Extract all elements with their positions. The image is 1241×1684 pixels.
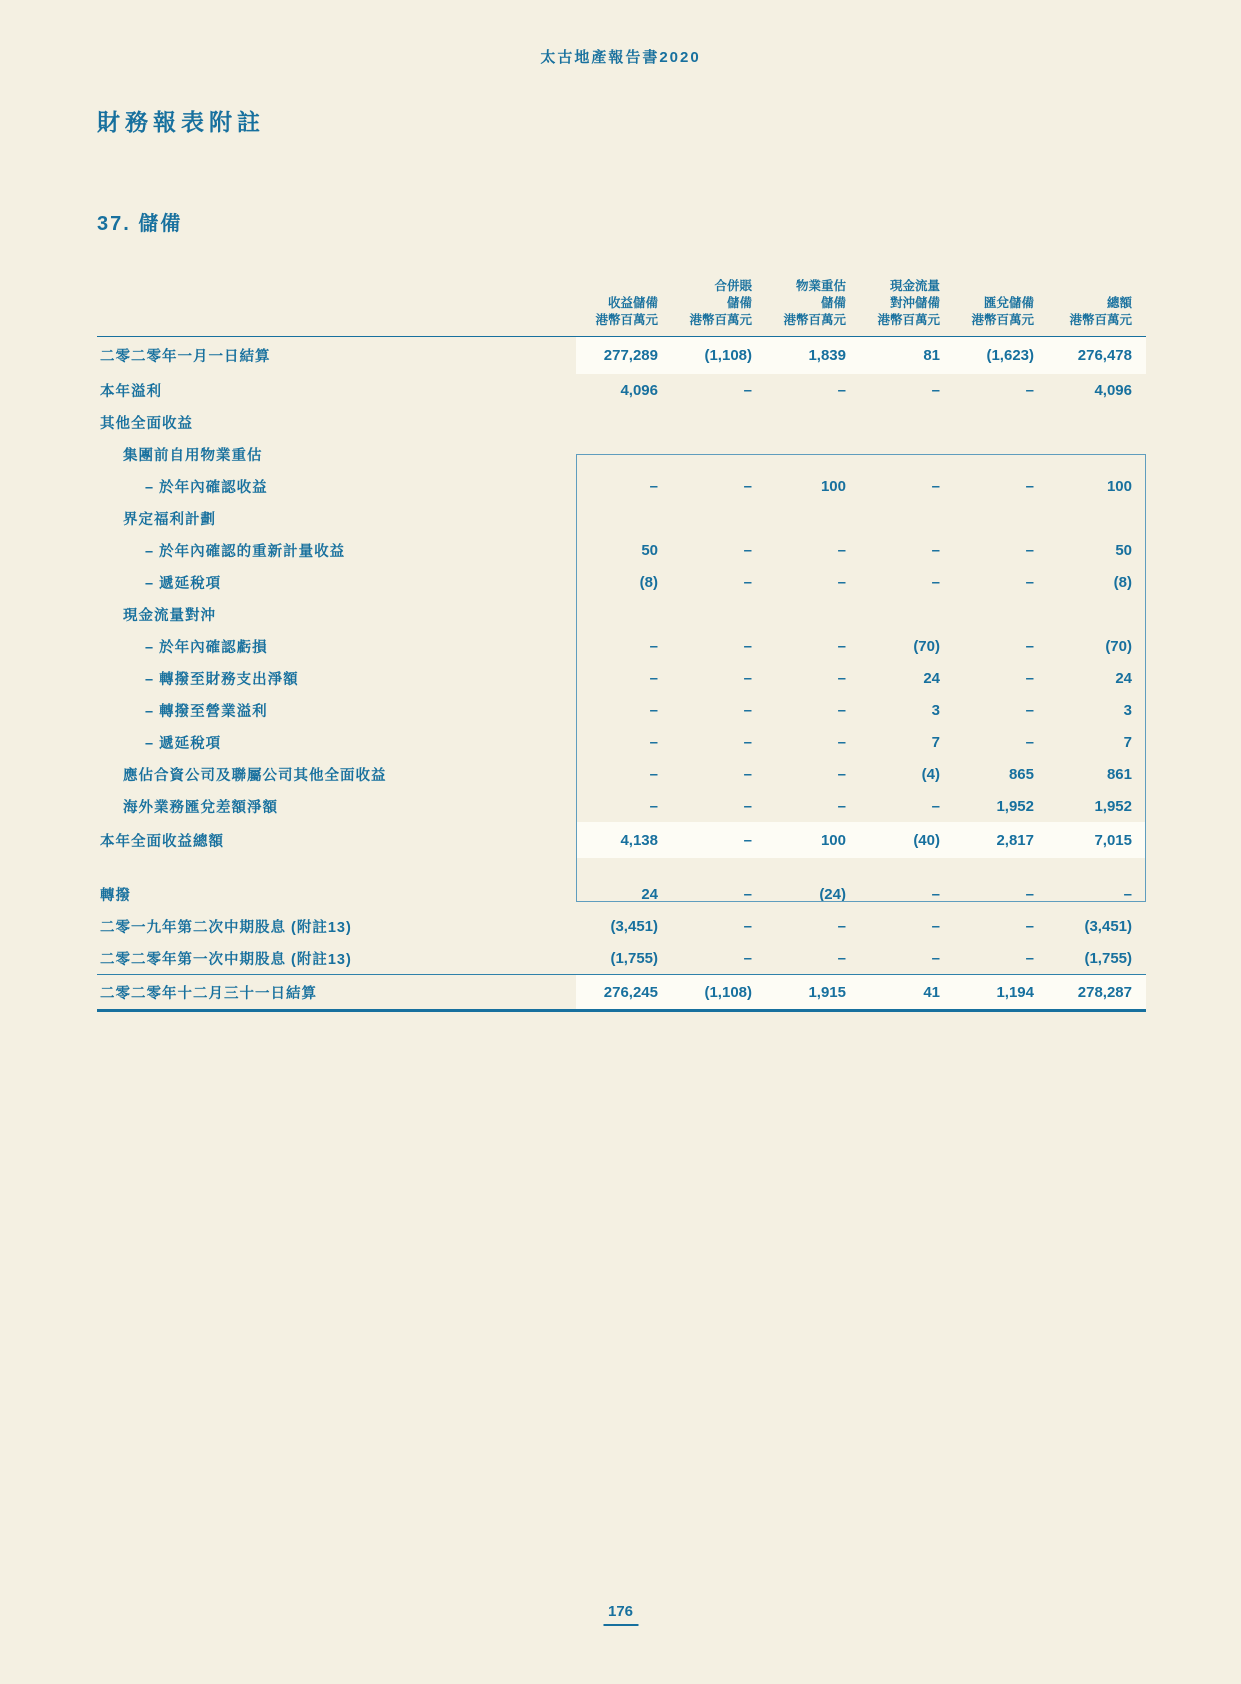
cell-value: 7,015 (1094, 831, 1132, 849)
column-header-line: 港幣百萬元 (689, 313, 752, 327)
row-label: 本年全面收益總額 (100, 833, 224, 850)
column-header-total (1048, 256, 1146, 336)
cell-value: 7 (931, 733, 940, 751)
table-row (97, 822, 1146, 858)
cell-value: (70) (1105, 637, 1132, 655)
cell-value: (1,623) (986, 347, 1034, 364)
cell-value: – (743, 885, 752, 903)
column-header-line: 港幣百萬元 (783, 313, 846, 327)
column-header-cash-flow-hedge-reserve (860, 256, 954, 336)
row-label: – 於年內確認的重新計量收益 (145, 543, 346, 560)
cell-value: (1,108) (704, 983, 752, 1001)
row-label: 二零二零年第一次中期股息 (附註13) (100, 951, 352, 968)
cell-value: – (649, 669, 658, 687)
cell-value: – (743, 701, 752, 719)
row-label: 應佔合資公司及聯屬公司其他全面收益 (123, 767, 387, 784)
column-header-line: 儲備 (726, 296, 752, 310)
column-header-line: 港幣百萬元 (877, 313, 940, 327)
cell-value: – (743, 573, 752, 591)
row-label: 其他全面收益 (100, 415, 193, 432)
table-row (97, 470, 1146, 502)
cell-value: 4,138 (620, 831, 658, 849)
column-header-line: 總額 (1106, 296, 1132, 310)
row-label: – 轉撥至財務支出淨額 (145, 671, 299, 688)
cell-value: – (837, 381, 846, 399)
cell-value: 276,478 (1077, 347, 1132, 364)
table-spacer-row (97, 858, 1146, 878)
cell-value: 24 (923, 669, 940, 687)
cell-value: – (1025, 637, 1034, 655)
cell-value: 276,245 (603, 983, 658, 1001)
cell-value: (3,451) (1084, 917, 1132, 935)
table-row (97, 878, 1146, 910)
column-header-line: 現金流量 (889, 279, 940, 293)
cell-value: 50 (1115, 541, 1132, 559)
cell-value: 2,817 (996, 831, 1034, 849)
header-label-spacer (97, 256, 576, 336)
cell-value: – (649, 477, 658, 495)
section-heading: 37. 儲備 (97, 213, 183, 235)
column-header-line: 港幣百萬元 (595, 313, 658, 327)
row-label: 界定福利計劃 (123, 511, 216, 528)
cell-value: 81 (923, 347, 940, 364)
table-row (97, 502, 1146, 534)
page-number: 176 (603, 1603, 638, 1626)
cell-value: 100 (820, 831, 846, 849)
row-label: 二零一九年第二次中期股息 (附註13) (100, 919, 352, 936)
row-label: 本年溢利 (100, 383, 162, 400)
cell-value: (4) (921, 765, 940, 783)
cell-value: – (743, 949, 752, 967)
cell-value: (24) (819, 885, 846, 903)
cell-value: – (743, 477, 752, 495)
table-row (97, 662, 1146, 694)
table-row (97, 406, 1146, 438)
cell-value: – (931, 917, 940, 935)
cell-value: (1,755) (610, 949, 658, 967)
cell-value: – (837, 541, 846, 559)
cell-value: – (1025, 733, 1034, 751)
column-header-line: 港幣百萬元 (971, 313, 1034, 327)
column-header-exchange-reserve (954, 256, 1048, 336)
cell-value: – (1025, 541, 1034, 559)
table-row (97, 694, 1146, 726)
cell-value: (3,451) (610, 917, 658, 935)
cell-value: – (1025, 885, 1034, 903)
cell-value: (40) (913, 831, 940, 849)
table-row (97, 337, 1146, 374)
cell-value: – (743, 917, 752, 935)
row-label: – 遞延稅項 (145, 735, 222, 752)
reserves-table (97, 256, 1146, 1012)
cell-value: – (1025, 573, 1034, 591)
cell-value: – (931, 477, 940, 495)
cell-value: – (743, 541, 752, 559)
row-label: – 遞延稅項 (145, 575, 222, 592)
table-row (97, 438, 1146, 470)
column-header-line: 物業重估 (795, 279, 846, 293)
row-label: 現金流量對沖 (123, 607, 216, 624)
cell-value: – (743, 765, 752, 783)
cell-value: – (837, 797, 846, 815)
cell-value: 4,096 (620, 381, 658, 399)
cell-value: (8) (639, 573, 658, 591)
table-header-row (97, 256, 1146, 337)
cell-value: – (1025, 949, 1034, 967)
cell-value: – (649, 637, 658, 655)
cell-value: – (931, 381, 940, 399)
cell-value: 1,952 (996, 797, 1034, 815)
cell-value: (1,755) (1084, 949, 1132, 967)
cell-value: – (1025, 477, 1034, 495)
page-title: 財務報表附註 (97, 109, 265, 135)
cell-value: – (931, 797, 940, 815)
cell-value: – (649, 797, 658, 815)
cell-value: – (931, 541, 940, 559)
column-header-line: 對沖儲備 (889, 296, 940, 310)
cell-value: – (649, 765, 658, 783)
cell-value: – (837, 637, 846, 655)
cell-value: 865 (1008, 765, 1034, 783)
document-header: 太古地產報告書2020 (540, 49, 701, 66)
cell-value: 24 (1115, 669, 1132, 687)
cell-value: 7 (1123, 733, 1132, 751)
row-label: 二零二零年一月一日結算 (100, 349, 271, 365)
cell-value: – (743, 381, 752, 399)
cell-value: (70) (913, 637, 940, 655)
cell-value: 4,096 (1094, 381, 1132, 399)
table-row (97, 630, 1146, 662)
cell-value: – (743, 797, 752, 815)
cell-value: – (931, 949, 940, 967)
row-label: 集團前自用物業重估 (123, 447, 263, 464)
cell-value: – (1025, 381, 1034, 399)
cell-value: – (837, 669, 846, 687)
table-row (97, 726, 1146, 758)
table-body (97, 337, 1146, 1012)
column-header-line: 匯兌儲備 (983, 296, 1034, 310)
cell-value: – (1025, 669, 1034, 687)
cell-value: (1,108) (704, 347, 752, 364)
cell-value: 100 (1106, 477, 1132, 495)
cell-value: 41 (923, 983, 940, 1001)
cell-value: – (931, 573, 940, 591)
cell-value: 1,915 (808, 983, 846, 1001)
cell-value: 277,289 (603, 347, 658, 364)
cell-value: – (837, 733, 846, 751)
cell-value: 24 (641, 885, 658, 903)
row-label: – 於年內確認虧損 (145, 639, 268, 656)
row-label: 二零二零年十二月三十一日結算 (100, 985, 317, 1002)
row-label: – 於年內確認收益 (145, 479, 268, 496)
row-label: – 轉撥至營業溢利 (145, 703, 268, 720)
table-row (97, 974, 1146, 1012)
cell-value: (8) (1113, 573, 1132, 591)
cell-value: – (649, 733, 658, 751)
table-row (97, 758, 1146, 790)
cell-value: – (837, 765, 846, 783)
cell-value: – (837, 949, 846, 967)
column-header-line: 合併賬 (714, 279, 752, 293)
column-header-property-revaluation-reserve (766, 256, 860, 336)
column-header-line: 儲備 (820, 296, 846, 310)
cell-value: – (837, 573, 846, 591)
table-row (97, 910, 1146, 942)
column-header-line: 收益儲備 (607, 296, 658, 310)
column-header-line: 港幣百萬元 (1069, 313, 1132, 327)
cell-value: – (743, 637, 752, 655)
cell-value: 100 (820, 477, 846, 495)
cell-value: 861 (1106, 765, 1132, 783)
cell-value: – (837, 701, 846, 719)
cell-value: – (743, 733, 752, 751)
table-row (97, 790, 1146, 822)
cell-value: 1,194 (996, 983, 1034, 1001)
table-row (97, 942, 1146, 974)
cell-value: – (1025, 917, 1034, 935)
cell-value: 1,952 (1094, 797, 1132, 815)
cell-value: – (743, 669, 752, 687)
table-row (97, 598, 1146, 630)
cell-value: 278,287 (1077, 983, 1132, 1001)
row-label: 轉撥 (100, 887, 131, 904)
table-row (97, 534, 1146, 566)
table-row (97, 566, 1146, 598)
column-header-revenue-reserve (576, 256, 672, 336)
cell-value: – (743, 831, 752, 849)
column-header-merger-reserve (672, 256, 766, 336)
table-row (97, 374, 1146, 406)
cell-value: – (649, 701, 658, 719)
cell-value: 3 (931, 701, 940, 719)
cell-value: 50 (641, 541, 658, 559)
cell-value: – (837, 917, 846, 935)
cell-value: 3 (1123, 701, 1132, 719)
cell-value: 1,839 (808, 347, 846, 364)
cell-value: – (1123, 885, 1132, 903)
cell-value: – (1025, 701, 1034, 719)
row-label: 海外業務匯兌差額淨額 (123, 799, 278, 816)
cell-value: – (931, 885, 940, 903)
